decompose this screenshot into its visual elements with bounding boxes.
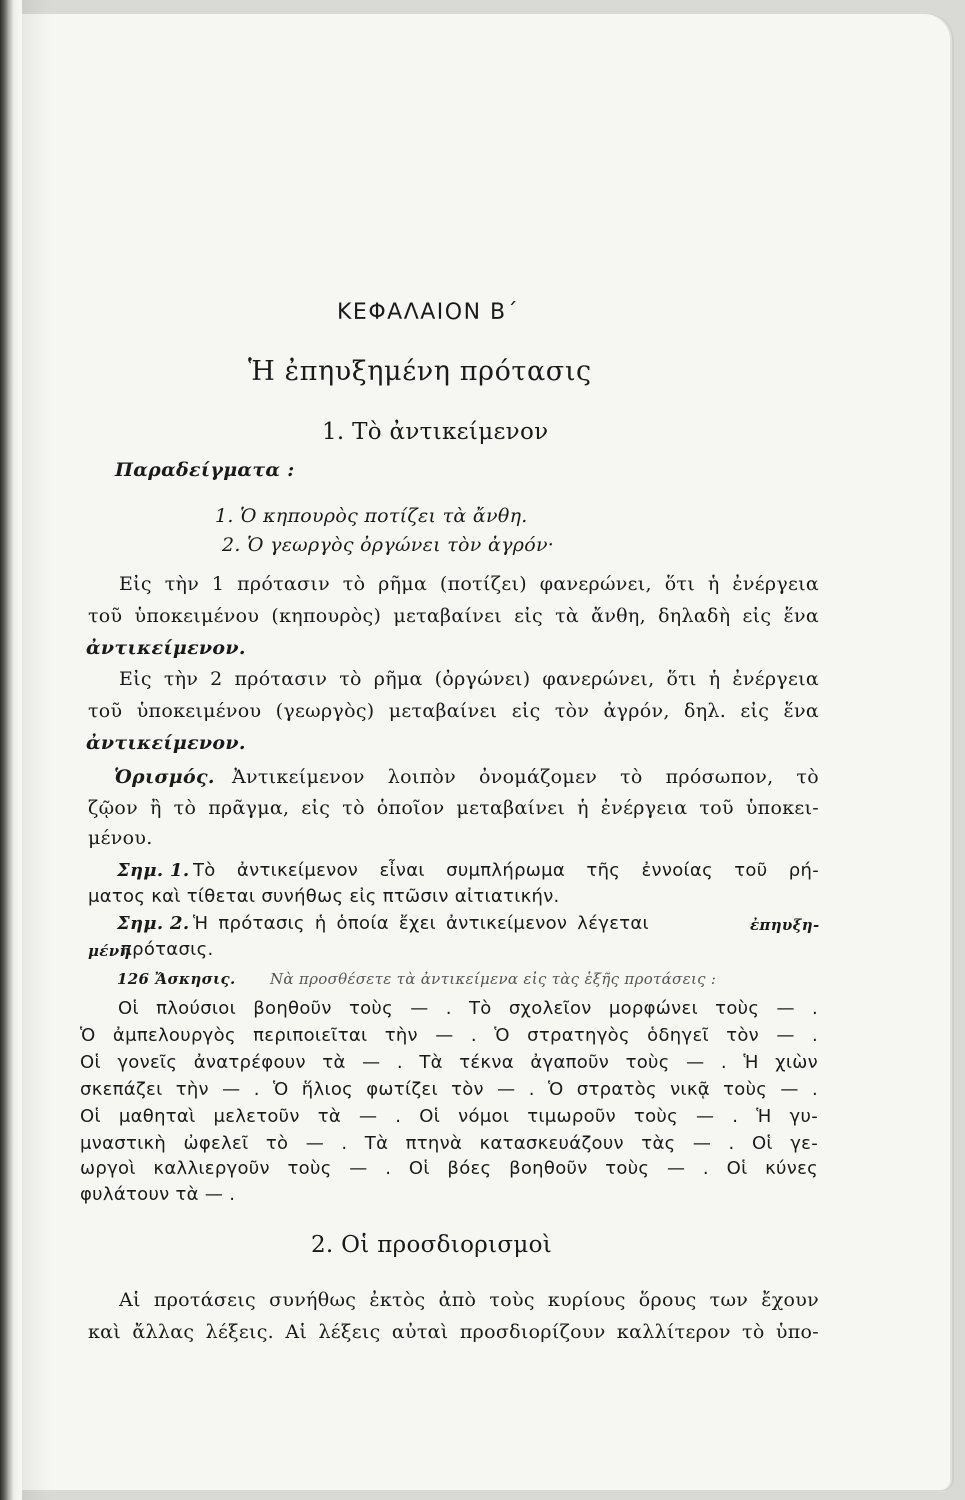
section-2-line-1: Αἱ προτάσεις συνήθως ἐκτὸς ἀπὸ τοὺς κυρίους ὅρους των ἔχουν [119, 1289, 819, 1311]
chapter-heading: ΚΕΦΑΛΑΙΟΝ Β΄ [337, 300, 520, 325]
paragraph-2-term: ἀντικείμενον. [86, 732, 246, 754]
definition-label: Ὁρισμός. [114, 766, 215, 788]
exercise-line-4: σκεπάζει τὴν — . Ὁ ἥλιος φωτίζει τὸν — . Ὁ στρατὸς νικᾷ τοὺς — . [80, 1079, 818, 1100]
note-2-line-2: πρότασις. [121, 939, 214, 960]
exercise-line-3: Οἱ γονεῖς ἀνατρέφουν τὰ — . Τὰ τέκνα ἀγαποῦν τοὺς — . Ἡ χιὼν [80, 1052, 818, 1073]
example-1: 1. Ὁ κηπουρὸς ποτίζει τὰ ἄνθη. [215, 505, 528, 527]
example-2: 2. Ὁ γεωργὸς ὀργώνει τὸν ἀγρόν· [222, 534, 555, 556]
note-2-text: Ἡ πρότασις ἡ ὁποία ἔχει ἀντικείμενον λέγεται [193, 913, 649, 934]
note-2-term-continued: μένη [88, 942, 131, 960]
definition-line-3: μένου. [88, 827, 153, 849]
section-2-line-2: καὶ ἄλλας λέξεις. Αἱ λέξεις αὐταὶ προσδιορίζουν καλλίτερον τὸ ὑπο- [88, 1321, 819, 1343]
section-1-title: 1. Τὸ ἀντικείμενον [322, 419, 549, 445]
paragraph-1-term: ἀντικείμενον. [86, 637, 246, 659]
exercise-line-1: Οἱ πλούσιοι βοηθοῦν τοὺς — . Τὸ σχολεῖον μορφώνει τοὺς — . [118, 998, 818, 1019]
note-1-line-2: ματος καὶ τίθεται συνήθως εἰς πτῶσιν αἰτιατικήν. [88, 886, 560, 907]
definition-line-2: ζῷον ἢ τὸ πρᾶγμα, εἰς τὸ ὁποῖον μεταβαίνει ἡ ἐνέργεια τοῦ ὑποκει- [88, 797, 819, 819]
paragraph-2-line-2: τοῦ ὑποκειμένου (γεωργὸς) μεταβαίνει εἰς τὸν ἀγρόν, δηλ. εἰς ἕνα [88, 700, 819, 722]
note-2-label: Σημ. 2. [117, 913, 190, 934]
note-1-line-1: Τὸ ἀντικείμενον εἶναι συμπλήρωμα τῆς ἐννοίας τοῦ ρή- [193, 860, 819, 881]
spine-shadow [22, 0, 50, 1500]
paragraph-1-line-2: τοῦ ὑποκειμένου (κηπουρὸς) μεταβαίνει εἰς τὰ ἄνθη, δηλαδὴ εἰς ἕνα [88, 605, 819, 627]
exercise-line-7: ωργοὶ καλλιεργοῦν τοὺς — . Οἱ βόες βοηθοῦν τοὺς — . Οἱ κύνες [80, 1158, 818, 1179]
note-1-label: Σημ. 1. [117, 860, 190, 881]
paragraph-1-line-1: Εἰς τὴν 1 πρότασιν τὸ ρῆμα (ποτίζει) φανερώνει, ὅτι ἡ ἐνέργεια [119, 573, 819, 595]
exercise-line-8: φυλάτουν τὰ — . [80, 1184, 236, 1205]
exercise-label: 126 Ἄσκησις. [117, 970, 236, 988]
exercise-instruction: Νὰ προσθέσετε τὰ ἀντικείμενα εἰς τὰς ἑξῆς προτάσεις : [270, 970, 717, 988]
exercise-line-5: Οἱ μαθηταὶ μελετοῦν τὰ — . Οἱ νόμοι τιμωροῦν τοὺς — . Ἡ γυ- [80, 1106, 818, 1127]
exercise-line-2: Ὁ ἀμπελουργὸς περιποιεῖται τὴν — . Ὁ στρατηγὸς ὁδηγεῖ τὸν — . [80, 1025, 818, 1046]
examples-label: Παραδείγματα : [115, 459, 295, 481]
paragraph-2-line-1: Εἰς τὴν 2 πρότασιν τὸ ρῆμα (ὀργώνει) φανερώνει, ὅτι ἡ ἐνέργεια [119, 668, 819, 690]
note-2-term: ἐπηυξη- [750, 916, 820, 934]
section-2-title: 2. Οἱ προσδιορισμοὶ [311, 1232, 553, 1258]
exercise-line-6: μναστικὴ ὠφελεῖ τὸ — . Τὰ πτηνὰ κατασκευάζουν τὰς — . Οἱ γε- [80, 1133, 818, 1154]
definition-line-1: Ἀντικείμενον λοιπὸν ὀνομάζομεν τὸ πρόσωπον, τὸ [232, 766, 819, 788]
chapter-title: Ἡ ἐπηυξημένη πρότασις [248, 356, 592, 387]
